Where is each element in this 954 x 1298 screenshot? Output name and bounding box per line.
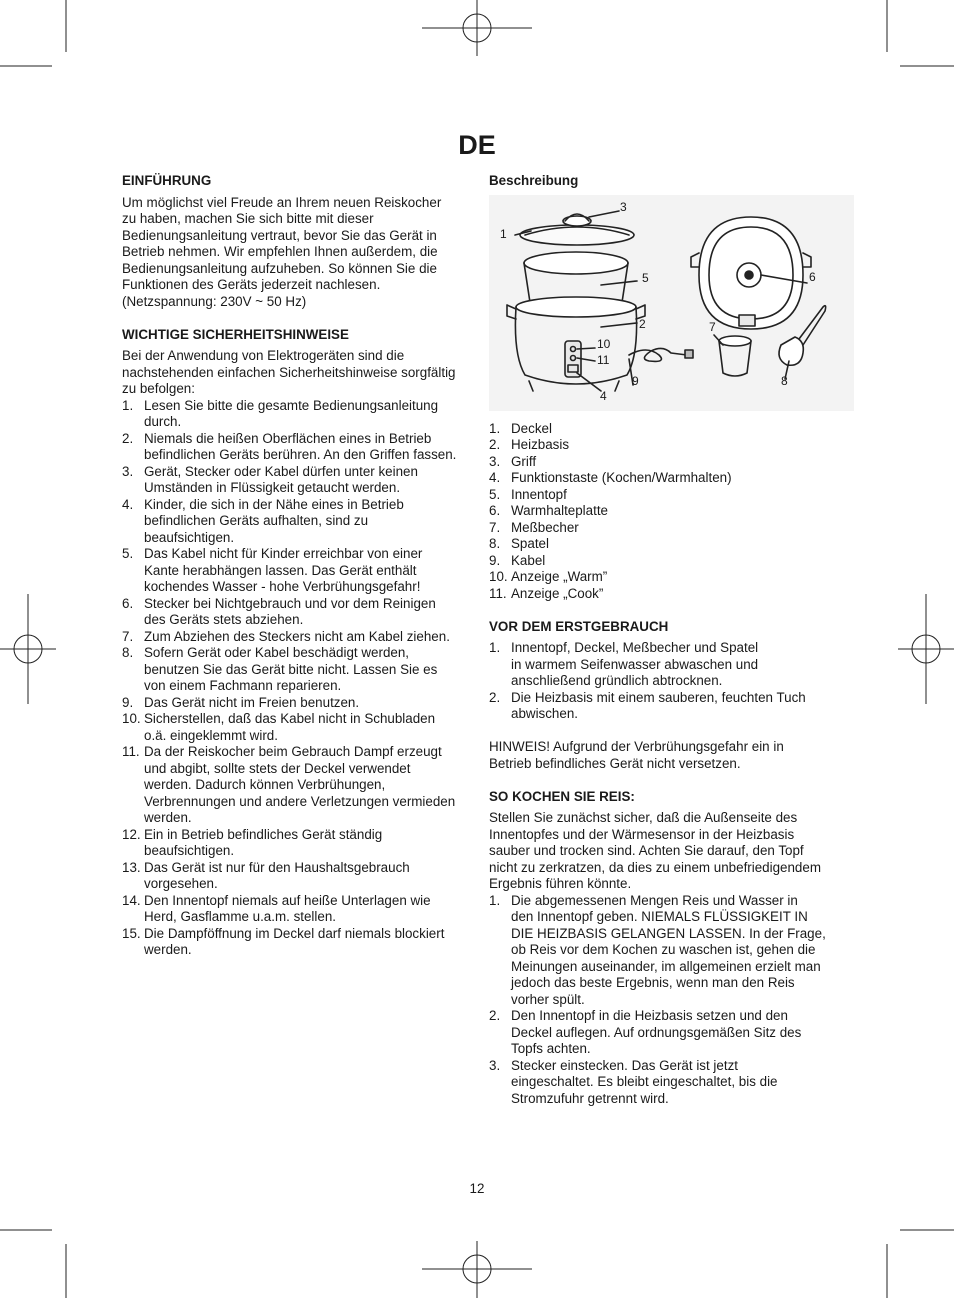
callout-3: 3 <box>620 199 627 214</box>
list-item <box>122 497 468 547</box>
list-item-text: Gerät, Stecker oder Kabel dürfen unter keinen <box>144 463 418 479</box>
list-item <box>489 536 834 553</box>
list-item-number: 2. <box>122 430 134 446</box>
list-item-number: 14. <box>122 892 141 908</box>
list-item-text: kochendes Wasser - hohe Verbrühungsgefahr! <box>144 579 421 594</box>
list-item <box>122 546 468 596</box>
list-item-text: Umständen in Flüssigkeit getaucht werden. <box>144 480 401 495</box>
list-item-number: 3. <box>489 1057 501 1073</box>
list-item <box>489 1008 834 1058</box>
text-line: Betrieb befindliches Gerät nicht versetzen. <box>489 755 741 771</box>
first-use-heading: VOR DEM ERSTGEBRAUCH <box>489 618 669 634</box>
list-item-text: Stecker einstecken. Das Gerät ist jetzt <box>511 1057 738 1073</box>
list-item-number: 5. <box>489 486 501 502</box>
list-item-text: Topfs achten. <box>511 1041 591 1056</box>
list-item <box>122 645 468 695</box>
text-line: sauber und trocken sind. Achten Sie darauf, den Topf <box>489 843 804 858</box>
list-item-number: 4. <box>489 470 501 485</box>
list-item-text: Meinungen auseinander, im allgemeinen erzielt man <box>511 958 821 974</box>
text-line: Bedienungsanleitung vertraut, bevor Sie das Gerät in <box>122 227 437 243</box>
list-item-number: 5. <box>122 546 134 561</box>
list-item-text: Lesen Sie bitte die gesamte Bedienungsanleitung <box>144 397 439 413</box>
section-cooking <box>489 789 834 1108</box>
list-item-text: Kinder, die sich in der Nähe eines in Betrieb <box>144 496 404 512</box>
cooking-intro-text <box>489 810 834 893</box>
list-item-number: 3. <box>122 463 134 479</box>
list-item-number: 9. <box>122 694 134 710</box>
list-item-text: benutzen Sie das Gerät bitte nicht. Lassen Sie es <box>144 661 438 677</box>
list-item-text: Herd, Gasflamme u.a.m. stellen. <box>144 909 337 924</box>
list-item-text: anschließend gründlich abtrocknen. <box>511 673 723 688</box>
callout-1: 1 <box>500 226 507 241</box>
list-item-number: 7. <box>489 519 501 535</box>
list-item <box>489 690 834 723</box>
list-item-text: Kante herabhängen lassen. Das Gerät enthält <box>144 562 417 578</box>
list-item <box>489 586 834 603</box>
list-item-text: vorgesehen. <box>144 876 218 891</box>
list-item-number: 11. <box>489 585 507 601</box>
list-item-number: 15. <box>122 925 141 941</box>
list-item-number: 1. <box>489 420 501 436</box>
list-item <box>489 487 834 504</box>
list-item-number: 4. <box>122 496 134 512</box>
list-item-text: Die Dampföffnung im Deckel darf niemals blockiert <box>144 925 445 941</box>
list-item-text: werden. Dadurch können Verbrühungen, <box>144 777 386 792</box>
list-item <box>122 926 468 959</box>
list-item-text: DIE HEIZBASIS GELANGEN LASSEN. In der Frage, <box>511 925 826 941</box>
text-line: Stellen Sie zunächst sicher, daß die Außenseite des <box>489 810 798 825</box>
list-item-number: 10. <box>122 711 141 726</box>
list-item-text: Den Innentopf in die Heizbasis setzen und den <box>511 1008 788 1023</box>
list-item-text: Das Gerät ist nur für den Haushaltsgebrauch <box>144 859 410 875</box>
right-column <box>489 173 834 1107</box>
list-item-text: Kabel <box>511 552 546 568</box>
list-item-text: Innentopf, Deckel, Meßbecher und Spatel <box>511 640 759 655</box>
list-item-text: beaufsichtigen. <box>144 843 235 858</box>
list-item-text: Deckel auflegen. Auf ordnungsgemäßen Sitz des <box>511 1024 802 1040</box>
list-item-text: befindlichen Geräts aufhalten, sind zu <box>144 513 369 528</box>
list-item-number: 3. <box>489 453 501 469</box>
list-item-text: Innentopf <box>511 486 567 502</box>
section-description <box>489 173 834 602</box>
list-item-text: Das Kabel nicht für Kinder erreichbar von einer <box>144 546 423 561</box>
list-item-number: 9. <box>489 552 501 568</box>
list-item-text: in warmem Seifenwasser abwaschen und <box>511 656 759 672</box>
list-item <box>489 569 834 586</box>
list-item <box>122 464 468 497</box>
text-line: nicht zu zerkratzen, da dies zu einem unbefriedigendem <box>489 859 821 875</box>
list-item-text: Meßbecher <box>511 519 579 535</box>
cooking-steps-list <box>489 893 834 1108</box>
list-item-text: Anzeige „Cook” <box>511 585 604 601</box>
list-item-text: Die abgemessenen Mengen Reis und Wasser in <box>511 892 798 908</box>
list-item-text: vorher spült. <box>511 991 585 1007</box>
list-item <box>489 520 834 537</box>
list-item-text: Spatel <box>511 536 549 551</box>
text-line: zu befolgen: <box>122 381 195 396</box>
text-line: Bedienungsanleitung aufzuheben. So können Sie die <box>122 260 437 276</box>
text-line: Bei der Anwendung von Elektrogeräten sind die <box>122 348 405 363</box>
callout-11: 11 <box>597 352 610 367</box>
callout-7: 7 <box>709 319 716 334</box>
list-item-text: durch. <box>144 414 182 429</box>
list-item-text: Die Heizbasis mit einem sauberen, feuchten Tuch <box>511 689 806 705</box>
text-line: nachstehenden einfachen Sicherheitshinweise sorgfältig <box>122 364 456 380</box>
list-item-text: Das Gerät nicht im Freien benutzen. <box>144 694 360 710</box>
parts-list <box>489 421 834 603</box>
list-item-text: abwischen. <box>511 706 578 721</box>
list-item-number: 1. <box>489 892 501 908</box>
list-item-text: Deckel <box>511 420 552 436</box>
list-item-text: ob Reis vor dem Kochen zu waschen ist, gehen die <box>511 942 816 957</box>
list-item-text: Heizbasis <box>511 437 570 452</box>
language-code: DE <box>458 130 496 160</box>
rice-cooker-illustration <box>489 195 854 411</box>
section-first-use <box>489 619 834 773</box>
list-item-text: Den Innentopf niemals auf heiße Unterlagen wie <box>144 892 431 908</box>
text-line: (Netzspannung: 230V ~ 50 Hz) <box>122 293 307 309</box>
list-item <box>489 454 834 471</box>
list-item-text: Sofern Gerät oder Kabel beschädigt werden, <box>144 645 410 660</box>
description-heading: Beschreibung <box>489 173 579 188</box>
callout-10: 10 <box>597 336 611 351</box>
list-item-text: Warmhalteplatte <box>511 503 608 518</box>
list-item-text: von einem Fachmann reparieren. <box>144 678 342 693</box>
list-item <box>122 827 468 860</box>
text-line: Funktionen des Geräts jederzeit nachlesen. <box>122 277 381 292</box>
list-item <box>122 629 468 646</box>
list-item-text: Verbrennungen und andere Verletzungen vermieden <box>144 793 456 809</box>
intro-text <box>122 195 468 311</box>
cooking-heading: SO KOCHEN SIE REIS: <box>489 788 635 804</box>
text-line: zu haben, machen Sie sich bitte mit dieser <box>122 211 374 226</box>
list-item <box>122 893 468 926</box>
list-item-text: Stromzufuhr getrennt wird. <box>511 1090 669 1106</box>
list-item-text: Funktionstaste (Kochen/Warmhalten) <box>511 470 732 485</box>
list-item-text: eingeschaltet. Es bleibt eingeschaltet, bis die <box>511 1074 778 1089</box>
safety-intro-text <box>122 348 468 398</box>
list-item-number: 12. <box>122 826 141 842</box>
text-line: Um möglichst viel Freude an Ihrem neuen Reiskocher <box>122 194 442 210</box>
intro-heading: EINFÜHRUNG <box>122 173 212 188</box>
list-item-text: Sicherstellen, daß das Kabel nicht in Schubladen <box>144 711 436 726</box>
list-item-text: jedoch das beste Ergebnis, wenn man den Reis <box>511 975 795 990</box>
list-item <box>489 1058 834 1108</box>
list-item <box>489 437 834 454</box>
list-item-number: 8. <box>122 645 134 660</box>
list-item <box>122 398 468 431</box>
list-item-number: 13. <box>122 859 141 875</box>
list-item <box>122 431 468 464</box>
list-item-number: 1. <box>489 640 501 655</box>
list-item-text: Zum Abziehen des Steckers nicht am Kabel ziehen. <box>144 628 450 644</box>
list-item-number: 1. <box>122 397 134 413</box>
list-item-text: befindlichen Geräts berühren. An den Griffen fassen. <box>144 447 457 462</box>
list-item-number: 6. <box>122 595 134 611</box>
warning-note <box>489 739 834 772</box>
list-item-text: des Geräts stets abziehen. <box>144 612 304 627</box>
list-item-text: werden. <box>144 810 192 825</box>
list-item-text: den Innentopf geben. NIEMALS FLÜSSIGKEIT IN <box>511 909 808 924</box>
list-item <box>122 860 468 893</box>
callout-9: 9 <box>632 373 639 388</box>
list-item-text: Griff <box>511 453 537 469</box>
callout-4: 4 <box>600 388 607 403</box>
list-item-text: o.ä. eingeklemmt wird. <box>144 727 278 743</box>
list-item-text: beaufsichtigen. <box>144 529 235 545</box>
list-item <box>489 893 834 1009</box>
list-item <box>489 553 834 570</box>
list-item-number: 8. <box>489 536 501 551</box>
list-item <box>122 596 468 629</box>
list-item <box>489 421 834 438</box>
list-item-number: 2. <box>489 437 501 452</box>
first-use-list <box>489 640 834 723</box>
safety-list <box>122 398 468 959</box>
list-item <box>489 640 834 690</box>
callout-6: 6 <box>809 269 816 284</box>
list-item <box>122 711 468 744</box>
text-line: Ergebnis führen könnte. <box>489 876 632 891</box>
list-item <box>489 470 834 487</box>
list-item-number: 7. <box>122 628 134 644</box>
text-line: Betrieb nehmen. Wir empfehlen Ihnen außerdem, die <box>122 244 438 259</box>
callout-5: 5 <box>642 270 649 285</box>
list-item-text: werden. <box>144 942 192 957</box>
list-item-number: 6. <box>489 503 501 518</box>
list-item-text: Da der Reiskocher beim Gebrauch Dampf erzeugt <box>144 744 442 759</box>
list-item-text: Niemals die heißen Oberflächen eines in Betrieb <box>144 430 432 446</box>
list-item-text: Ein in Betrieb befindliches Gerät ständig <box>144 826 383 842</box>
list-item-text: Stecker bei Nichtgebrauch und vor dem Reinigen <box>144 595 436 611</box>
callout-8: 8 <box>781 373 788 388</box>
text-line: Innentopfes und der Wärmesensor in der Heizbasis <box>489 826 795 842</box>
page-number: 12 <box>469 1181 485 1196</box>
callout-2: 2 <box>639 316 646 331</box>
list-item-number: 10. <box>489 569 508 584</box>
list-item <box>122 695 468 712</box>
list-item-number: 11. <box>122 744 140 759</box>
section-introduction <box>122 173 468 310</box>
list-item <box>122 744 468 827</box>
left-column <box>122 173 468 959</box>
list-item-text: und abgibt, sollte stets der Deckel verwendet <box>144 760 411 776</box>
list-item-number: 2. <box>489 1008 501 1023</box>
section-safety <box>122 327 468 959</box>
safety-heading: WICHTIGE SICHERHEITSHINWEISE <box>122 326 349 342</box>
text-line: HINWEIS! Aufgrund der Verbrühungsgefahr ein in <box>489 739 784 754</box>
list-item-text: Anzeige „Warm” <box>511 569 608 584</box>
list-item <box>489 503 834 520</box>
list-item-number: 2. <box>489 689 501 705</box>
